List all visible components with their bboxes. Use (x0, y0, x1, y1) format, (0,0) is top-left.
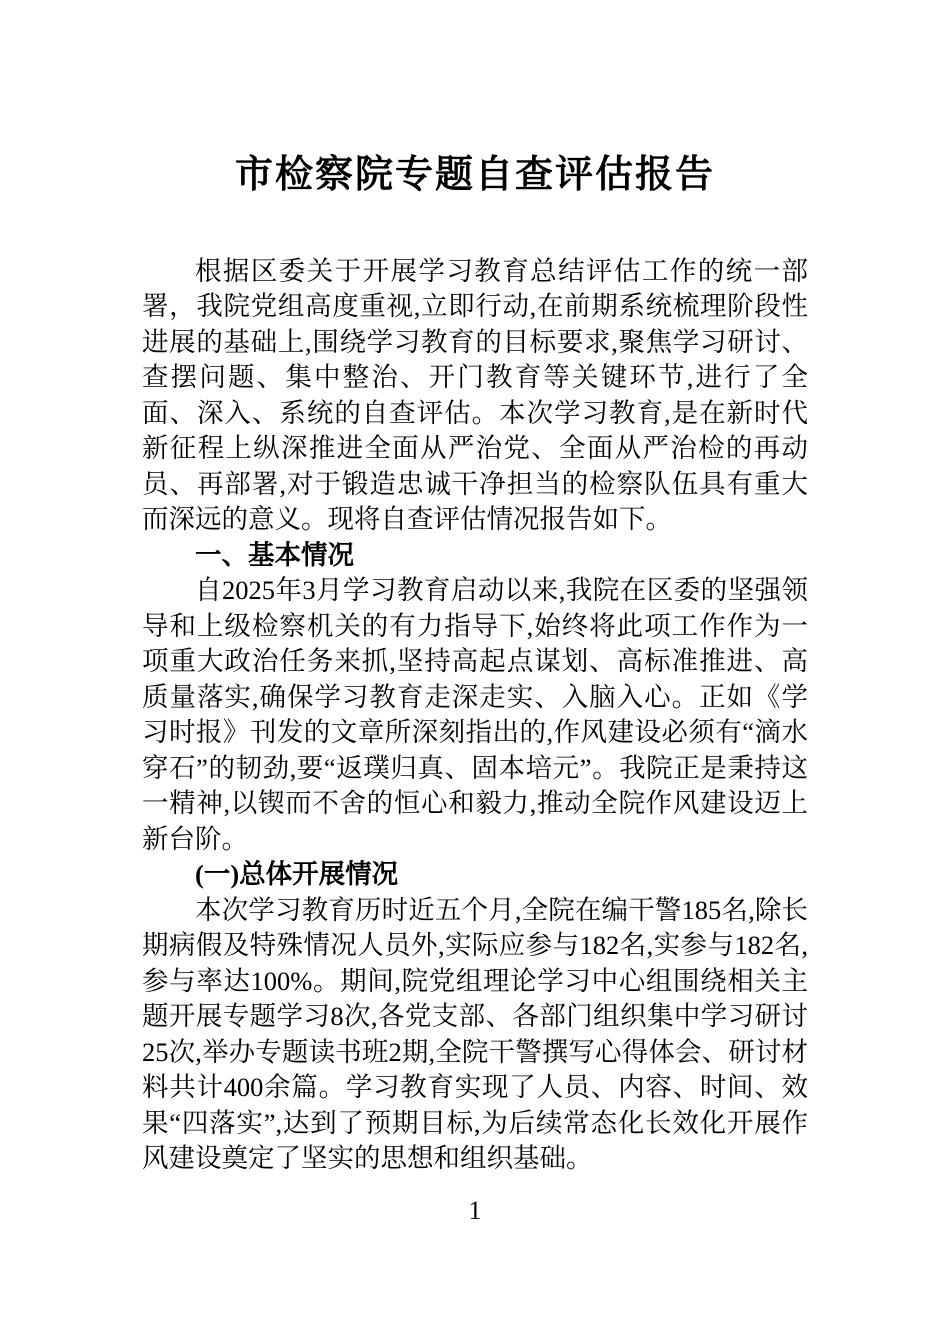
body-paragraph: 自2025年3月学习教育启动以来,我院在区委的坚强领导和上级检察机关的有力指导下,始终将此项工作作为一项重大政治任务来抓,坚持高起点谋划、高标准推进、高质量落实,确保学习教育走深走实、入脑入心。正如《学习时报》刊发的文章所深刻指出的,作风建设必须有“滴水穿石”的韧劲,要“返璞归真、固本培元”。我院正是秉持这一精神,以锲而不舍的恒心和毅力,推动全院作风建设迈上新台阶。 (142, 575, 808, 854)
body-paragraph: 根据区委关于开展学习教育总结评估工作的统一部署，我院党组高度重视,立即行动,在前期系统梳理阶段性进展的基础上,围绕学习教育的目标要求,聚焦学习研讨、查摆问题、集中整治、开门教育等关键环节,进行了全面、深入、系统的自查评估。本次学习教育,是在新时代新征程上纵深推进全面从严治党、全面从严治检的再动员、再部署,对于锻造忠诚干净担当的检察队伍具有重大而深远的意义。现将自查评估情况报告如下。 (142, 255, 808, 534)
document-title: 市检察院专题自查评估报告 (234, 154, 715, 196)
document-body (142, 254, 808, 1177)
section-heading: 一、基本情况 (195, 539, 354, 570)
page-number: 1 (468, 1196, 482, 1225)
body-paragraph: 本次学习教育历时近五个月,全院在编干警185名,除长期病假及特殊情况人员外,实际应参与182名,实参与182名,参与率达100%。期间,院党组理论学习中心组围绕相关主题开展专题学习8次,各党支部、各部门组织集中学习研讨25次,举办专题读书班2期,全院干警撰写心得体会、研讨材料共计400余篇。学习教育实现了人员、内容、时间、效果“四落实”,达到了预期目标,为后续常态化长效化开展作风建设奠定了坚实的思想和组织基础。 (142, 894, 808, 1173)
section-heading: (一)总体开展情况 (195, 859, 399, 889)
